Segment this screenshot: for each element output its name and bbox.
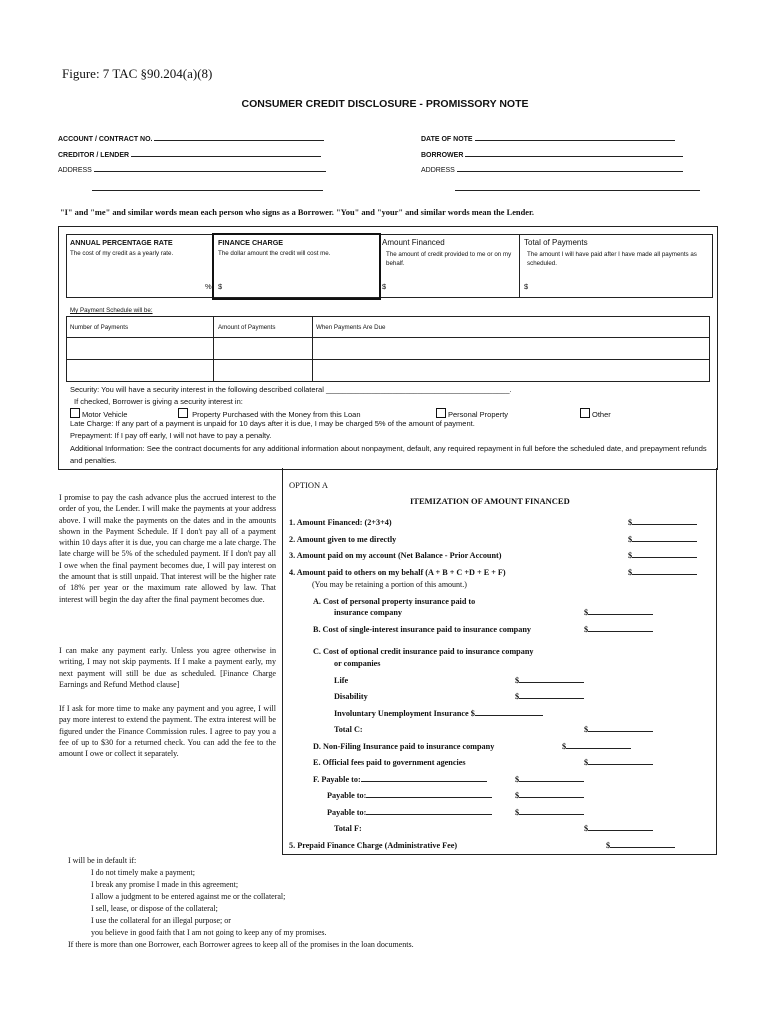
item-a-cont: insurance company xyxy=(334,608,403,617)
schedule-when-input[interactable] xyxy=(313,338,708,358)
item-f-amount-3[interactable]: $ xyxy=(515,808,584,817)
amount-financed-desc: The amount of credit provided to me or on my behalf. xyxy=(386,251,512,267)
item-5-amount[interactable]: $ xyxy=(606,841,675,850)
checkbox-icon[interactable] xyxy=(436,408,446,418)
amount-financed-title: Amount Financed xyxy=(382,238,445,247)
total-f-label: Total F: xyxy=(334,824,362,833)
address-right-line[interactable] xyxy=(455,190,700,191)
payable-to-3[interactable]: Payable to: xyxy=(327,808,492,817)
checkbox-property-purchased[interactable]: Property Purchased with the Money from this Loan xyxy=(178,408,361,419)
item-d: D. Non-Filing Insurance paid to insurance company xyxy=(313,742,495,751)
creditor-field[interactable]: CREDITOR / LENDER xyxy=(58,152,321,159)
disability-label: Disability xyxy=(334,692,368,701)
involuntary-field[interactable]: Involuntary Unemployment Insurance $ xyxy=(334,709,543,718)
total-c-amount[interactable]: $ xyxy=(584,725,653,734)
borrower-field[interactable]: BORROWER xyxy=(421,152,683,159)
itemization-title: ITEMIZATION OF AMOUNT FINANCED xyxy=(410,496,570,506)
total-f-amount[interactable]: $ xyxy=(584,824,653,833)
item-2-amount[interactable]: $ xyxy=(628,535,697,544)
checkbox-icon[interactable] xyxy=(70,408,80,418)
amount-financed-unit: $ xyxy=(382,282,387,291)
schedule-label: My Payment Schedule will be: xyxy=(70,307,153,314)
date-field[interactable]: DATE OF NOTE xyxy=(421,136,675,143)
finance-charge-desc: The dollar amount the credit will cost me. xyxy=(218,250,331,257)
additional-info-text: Additional Information: See the contract documents for any additional information about nonpayment, default, any required repayment in full before the scheduled date, and prepayment refunds and penalties. xyxy=(70,444,707,465)
promise-paragraph: I promise to pay the cash advance plus the accrued interest to the order of you, the Lender. I will make the payments at your address above. I will make the payments on the dates and in the amounts shown in the Payment Schedule. If I don't pay all of a payment within 10 days after it is due, you can charge me a late charge. The late charge will be 5% of the scheduled payment. If I don't pay all I owe when the final payment becomes due, I will pay interest on the amount that is still unpaid. That interest will be the higher rate of 18% per year or the maximum rate allowed by law. That interest will begin the day after the final payment becomes due. xyxy=(59,493,276,604)
checkbox-icon[interactable] xyxy=(178,408,188,418)
payable-to-2[interactable]: Payable to: xyxy=(327,791,492,800)
item-b: B. Cost of single-interest insurance paid to insurance company xyxy=(313,625,531,634)
default-item: I do not timely make a payment; xyxy=(91,868,195,877)
option-label: OPTION A xyxy=(289,480,328,490)
account-field[interactable]: ACCOUNT / CONTRACT NO. xyxy=(58,136,324,143)
schedule-number-input[interactable] xyxy=(67,338,212,358)
item-b-amount[interactable]: $ xyxy=(584,625,653,634)
item-e-amount[interactable]: $ xyxy=(584,758,653,767)
default-item: I use the collateral for an illegal purpose; or xyxy=(91,916,231,925)
item-e: E. Official fees paid to government agencies xyxy=(313,758,466,767)
apr-desc: The cost of my credit as a yearly rate. xyxy=(70,250,174,257)
extension-paragraph: If I ask for more time to make any payment and you agree, I will pay more interest to extend the payment. The extra interest will be figured under the Finance Commission rules. I agree to pay you a fee of up to $30 for a returned check. You can add the fee to the amount I owe or collect it separately. xyxy=(59,704,276,759)
security-line: Security: You will have a security interest in the following described collateral ____________________________________________. xyxy=(70,385,512,394)
item-d-amount[interactable]: $ xyxy=(562,742,631,751)
late-charge-text: Late Charge: If any part of a payment is unpaid for 10 days after it is due, I may be charged 5% of the amount of payment. xyxy=(70,419,475,428)
early-payment-paragraph: I can make any payment early. Unless you agree otherwise in writing, I may not skip payments. If I make a payment early, my next payment will still be due as scheduled. [Finance Charge Earnings and Refund Method clause] xyxy=(59,646,276,689)
item-c: C. Cost of optional credit insurance paid to insurance company xyxy=(313,647,534,656)
total-payments-desc: The amount I will have paid after I have made all payments as scheduled. xyxy=(527,251,697,267)
total-c-label: Total C: xyxy=(334,725,363,734)
item-f-amount-2[interactable]: $ xyxy=(515,791,584,800)
item-c-cont: or companies xyxy=(334,659,381,668)
item-4-note: (You may be retaining a portion of this amount.) xyxy=(312,580,467,589)
life-amount[interactable]: $ xyxy=(515,676,584,685)
schedule-amount-input[interactable] xyxy=(214,338,311,358)
address-left-line[interactable] xyxy=(92,190,323,191)
default-item: I sell, lease, or dispose of the collateral; xyxy=(91,904,218,913)
item-2: 2. Amount given to me directly xyxy=(289,535,397,544)
default-item: I break any promise I made in this agreement; xyxy=(91,880,239,889)
item-1-amount[interactable]: $ xyxy=(628,518,697,527)
total-payments-title: Total of Payments xyxy=(524,238,588,247)
disability-amount[interactable]: $ xyxy=(515,692,584,701)
item-f-amount-1[interactable]: $ xyxy=(515,775,584,784)
default-item: I allow a judgment to be entered against me or the collateral; xyxy=(91,892,286,901)
address-right-field[interactable]: ADDRESS xyxy=(421,167,683,174)
multiple-borrowers-text: If there is more than one Borrower, each Borrower agrees to keep all of the promises in the loan documents. xyxy=(68,940,414,949)
checkbox-other[interactable]: Other xyxy=(580,408,611,419)
item-a-amount[interactable]: $ xyxy=(584,608,653,617)
item-f[interactable]: F. Payable to: xyxy=(313,775,487,784)
finance-charge-title: FINANCE CHARGE xyxy=(218,238,284,247)
life-label: Life xyxy=(334,676,349,685)
default-intro: I will be in default if: xyxy=(68,856,137,865)
apr-unit: % xyxy=(205,282,212,291)
checkbox-personal-property[interactable]: Personal Property xyxy=(436,408,508,419)
item-a: A. Cost of personal property insurance paid to xyxy=(313,597,476,606)
default-item: you believe in good faith that I am not going to keep any of my promises. xyxy=(91,928,327,937)
item-1: 1. Amount Financed: (2+3+4) xyxy=(289,518,392,527)
prepayment-text: Prepayment: If I pay off early, I will not have to pay a penalty. xyxy=(70,431,272,440)
address-left-field[interactable]: ADDRESS xyxy=(58,167,326,174)
finance-charge-unit: $ xyxy=(218,282,223,291)
document-title: CONSUMER CREDIT DISCLOSURE - PROMISSORY NOTE xyxy=(241,98,529,110)
checkbox-motor-vehicle[interactable]: Motor Vehicle xyxy=(70,408,127,419)
item-3: 3. Amount paid on my account (Net Balance - Prior Account) xyxy=(289,551,502,560)
item-4: 4. Amount paid to others on my behalf (A + B + C +D + E + F) xyxy=(289,568,506,577)
item-5: 5. Prepaid Finance Charge (Administrative Fee) xyxy=(289,841,458,850)
checkbox-icon[interactable] xyxy=(580,408,590,418)
col-when-due: When Payments Are Due xyxy=(316,324,386,331)
definitions-text: "I" and "me" and similar words mean each person who signs as a Borrower. "You" and "your" and similar words mean the Lender. xyxy=(60,208,534,217)
total-payments-unit: $ xyxy=(524,282,529,291)
item-3-amount[interactable]: $ xyxy=(628,551,697,560)
col-amount-payments: Amount of Payments xyxy=(218,324,276,331)
security-if-checked: If checked, Borrower is giving a security interest in: xyxy=(74,397,243,406)
item-4-amount[interactable]: $ xyxy=(628,568,697,577)
figure-label: Figure: 7 TAC §90.204(a)(8) xyxy=(62,66,213,81)
col-number-payments: Number of Payments xyxy=(70,324,129,331)
apr-title: ANNUAL PERCENTAGE RATE xyxy=(70,238,173,247)
